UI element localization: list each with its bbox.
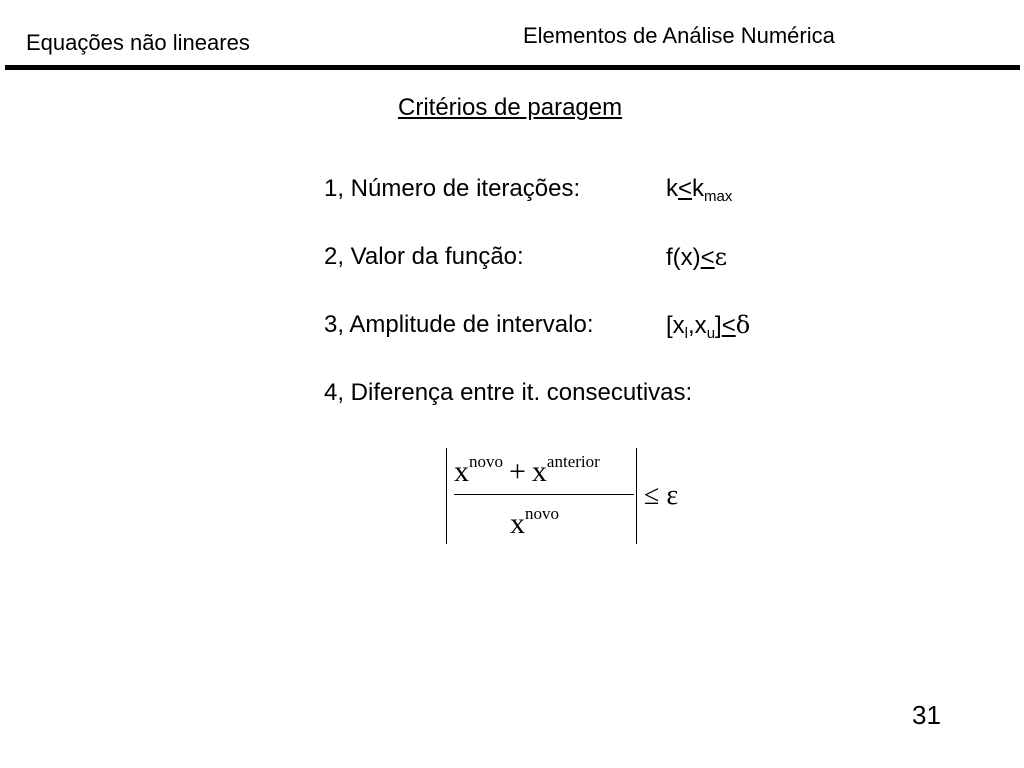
denominator-sup: novo bbox=[525, 504, 559, 523]
criterion-1-bound-subscript: max bbox=[704, 188, 733, 205]
criterion-3-sub-lower: l bbox=[684, 325, 689, 342]
criterion-4-label: 4, Diferença entre it. consecutivas: bbox=[324, 379, 693, 406]
criterion-3-sub-upper: u bbox=[706, 325, 716, 342]
page-number: 31 bbox=[912, 700, 941, 730]
relative-difference-formula bbox=[440, 440, 700, 550]
abs-bar-right bbox=[636, 448, 637, 544]
criterion-3-comma: ,x bbox=[688, 312, 707, 339]
criterion-1-relation: < bbox=[678, 175, 693, 202]
header-right-title: Elementos de Análise Numérica bbox=[523, 23, 835, 48]
formula-epsilon: ε bbox=[666, 480, 679, 511]
header-left-title: Equações não lineares bbox=[26, 30, 250, 55]
formula-rhs bbox=[644, 480, 678, 512]
criterion-1-label: 1, Número de iterações: bbox=[324, 175, 581, 202]
criterion-1-condition bbox=[666, 175, 732, 205]
formula-numerator bbox=[454, 452, 600, 489]
criterion-3-label: 3, Amplitude de intervalo: bbox=[324, 311, 594, 338]
criterion-2-relation: < bbox=[700, 244, 715, 271]
criterion-3-open: [x bbox=[666, 312, 685, 339]
fraction-line bbox=[454, 494, 634, 495]
numerator-operator: + bbox=[509, 455, 526, 488]
criterion-3-condition bbox=[666, 311, 750, 342]
numerator-sup-1: novo bbox=[469, 452, 503, 471]
criterion-2-expr: f(x) bbox=[666, 244, 701, 271]
header-divider bbox=[5, 65, 1020, 70]
criterion-2-label: 2, Valor da função: bbox=[324, 243, 524, 270]
abs-bar-left bbox=[446, 448, 447, 544]
numerator-sup-2: anterior bbox=[546, 452, 600, 471]
denominator-base: x bbox=[510, 507, 525, 540]
criterion-1-var: k bbox=[666, 175, 678, 202]
formula-denominator bbox=[510, 504, 559, 541]
slide-title: Critérios de paragem bbox=[398, 94, 623, 121]
criterion-2-bound: ε bbox=[714, 243, 728, 271]
criterion-3-relation: < bbox=[721, 312, 736, 339]
formula-relation: ≤ bbox=[644, 480, 660, 511]
numerator-base-2: x bbox=[531, 455, 547, 488]
numerator-base-1: x bbox=[454, 455, 469, 488]
criterion-3-close: ] bbox=[715, 312, 722, 339]
criterion-1-bound: k bbox=[692, 175, 705, 202]
criterion-3-bound: δ bbox=[735, 311, 751, 339]
criterion-2-condition bbox=[666, 243, 727, 272]
